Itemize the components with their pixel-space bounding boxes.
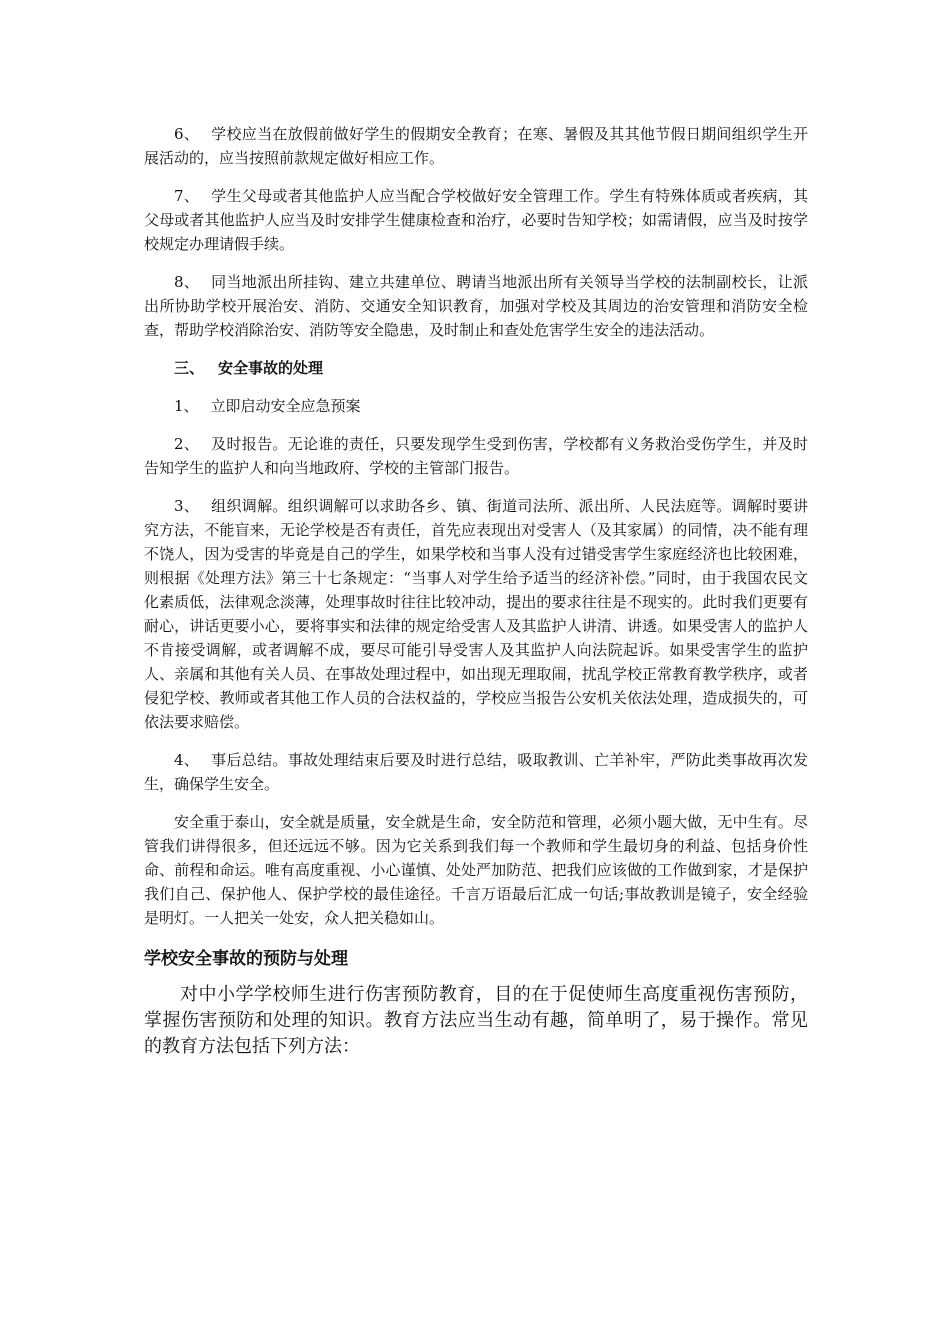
item-number: 4、	[174, 751, 200, 769]
item-number: 3、	[174, 497, 200, 515]
item-text: 立即启动安全应急预案	[210, 397, 361, 415]
intro-paragraph: 对中小学学校师生进行伤害预防教育，目的在于促使师生高度重视伤害预防，掌握伤害预防和处理的知识。教育方法应当生动有趣，简单明了，易于操作。常见的教育方法包括下列方法：	[144, 984, 808, 1057]
closing-paragraph: 安全重于泰山，安全就是质量，安全就是生命，安全防范和管理，必须小题大做，无中生有。尽管我们讲得很多，但还远远不够。因为它关系到我们每一个教师和学生最切身的利益、包括身价性命、前程和命运。唯有高度重视、小心谨慎、处处严加防范、把我们应该做的工作做到家，才是保护我们自己、保护他人、保护学校的最佳途径。千言万语最后汇成一句话;事故教训是镜子，安全经验是明灯。一人把关一处安，众人把关稳如山。	[144, 813, 808, 927]
document-body	[144, 122, 808, 1060]
item-text: 学校应当在放假前做好学生的假期安全教育；在寒、暑假及其其他节假日期间组织学生开展活动的，应当按照前款规定做好相应工作。	[144, 125, 808, 167]
item-number: 1、	[174, 397, 199, 415]
item-text: 及时报告。无论谁的责任，只要发现学生受到伤害，学校都有义务救治受伤学生，并及时告知学生的监护人和向当地政府、学校的主管部门报告。	[144, 435, 808, 477]
accident-item-4	[144, 748, 808, 796]
section-heading-text: 安全事故的处理	[218, 359, 324, 377]
accident-item-2	[144, 432, 808, 480]
item-text: 事后总结。事故处理结束后要及时进行总结，吸取教训、亡羊补牢，严防此类事故再次发生，确保学生安全。	[144, 751, 808, 793]
item-text: 组织调解。组织调解可以求助各乡、镇、街道司法所、派出所、人民法庭等。调解时要讲究方法，不能盲来，无论学校是否有责任，首先应表现出对受害人（及其家属）的同情，决不能有理不饶人，因为受害的毕竟是自己的学生，如果学校和当事人没有过错受害学生家庭经济也比较困难，则根据《处理方法》第三十七条规定：“当事人对学生给予适当的经济补偿。”同时，由于我国农民文化素质低，法律观念淡薄，处理事故时往往比较冲动，提出的要求往往是不现实的。此时我们更要有耐心，讲话更要小心，要将事实和法律的规定给受害人及其监护人讲清、讲透。如果受害人的监护人不肯接受调解，或者调解不成，要尽可能引导受害人及其监护人向法院起诉。如果受害学生的监护人、亲属和其他有关人员、在事故处理过程中，如出现无理取闹，扰乱学校正常教育教学秩序，或者侵犯学校、教师或者其他工作人员的合法权益的，学校应当报告公安机关依法处理，造成损失的，可依法要求赔偿。	[144, 497, 808, 731]
paragraph-item-8	[144, 270, 808, 342]
section-title: 学校安全事故的预防与处理	[144, 949, 348, 969]
paragraph-item-7	[144, 184, 808, 256]
item-number: 7、	[174, 187, 200, 205]
section-number: 三、	[174, 359, 205, 377]
item-text: 学生父母或者其他监护人应当配合学校做好安全管理工作。学生有特殊体质或者疾病，其父母或者其他监护人应当及时安排学生健康检查和治疗，必要时告知学校；如需请假，应当及时按学校规定办理请假手续。	[144, 187, 808, 253]
accident-item-3	[144, 494, 808, 734]
item-text: 同当地派出所挂钩、建立共建单位、聘请当地派出所有关领导当学校的法制副校长，让派出所协助学校开展治安、消防、交通安全知识教育，加强对学校及其周边的治安管理和消防安全检查，帮助学校消除治安、消防等安全隐患，及时制止和查处危害学生安全的违法活动。	[144, 273, 808, 339]
item-number: 6、	[174, 125, 200, 143]
item-number: 2、	[174, 435, 200, 453]
section-heading-3	[144, 356, 808, 380]
accident-item-1	[144, 394, 808, 418]
item-number: 8、	[174, 273, 200, 291]
paragraph-item-6	[144, 122, 808, 170]
